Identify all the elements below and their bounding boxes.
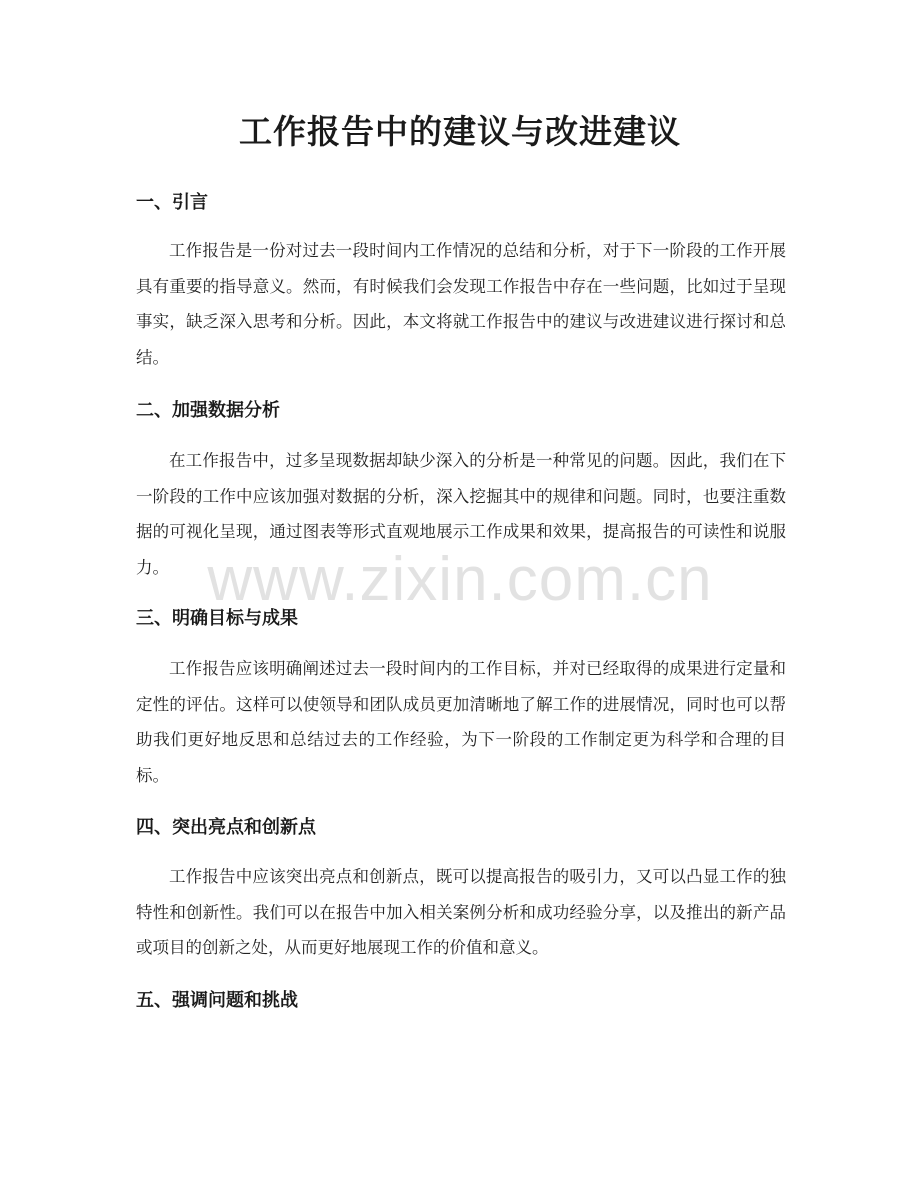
section-heading-problems-challenges: 五、强调问题和挑战 [136,990,298,1011]
section-heading-introduction: 一、引言 [136,192,208,213]
watermark: www.zixin.com.cn [207,545,713,614]
section-heading-goals-results: 三、明确目标与成果 [136,608,298,629]
document-title: 工作报告中的建议与改进建议 [239,112,681,151]
section-heading-highlights: 四、突出亮点和创新点 [136,817,316,838]
section-paragraph-data-analysis: 在工作报告中，过多呈现数据却缺少深入的分析是一种常见的问题。因此，我们在下一阶段的工作中应该加强对数据的分析，深入挖掘其中的规律和问题。同时，也要注重数据的可视化呈现，通过图表等形式直观地展示工作成果和效果，提高报告的可读性和说服力。 [136,451,786,577]
section-paragraph-highlights: 工作报告中应该突出亮点和创新点，既可以提高报告的吸引力，又可以凸显工作的独特性和创新性。我们可以在报告中加入相关案例分析和成功经验分享，以及推出的新产品或项目的创新之处，从而更好地展现工作的价值和意义。 [136,867,786,957]
section-paragraph-goals-results: 工作报告应该明确阐述过去一段时间内的工作目标，并对已经取得的成果进行定量和定性的评估。这样可以使领导和团队成员更加清晰地了解工作的进展情况，同时也可以帮助我们更好地反思和总结过去的工作经验，为下一阶段的工作制定更为科学和合理的目标。 [136,659,786,785]
section-heading-data-analysis: 二、加强数据分析 [136,400,280,421]
section-paragraph-introduction: 工作报告是一份对过去一段时间内工作情况的总结和分析，对于下一阶段的工作开展具有重要的指导意义。然而，有时候我们会发现工作报告中存在一些问题，比如过于呈现事实，缺乏深入思考和分析。因此，本文将就工作报告中的建议与改进建议进行探讨和总结。 [136,241,786,367]
